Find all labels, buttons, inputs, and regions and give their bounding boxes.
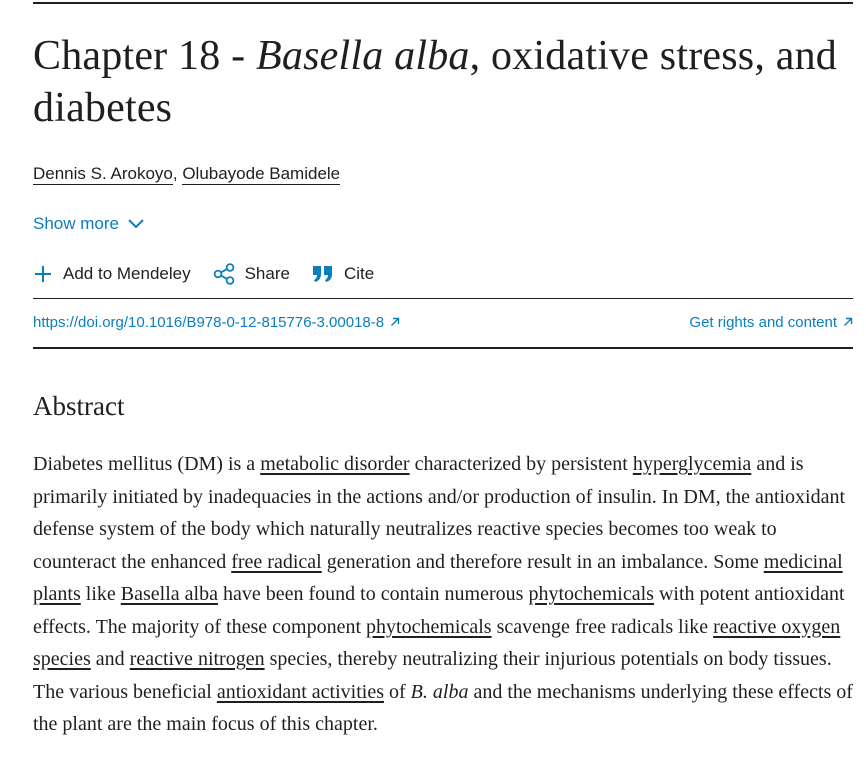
author-link-bamidele[interactable]: Olubayode Bamidele [182, 164, 341, 183]
rights-text: Get rights and content [689, 314, 837, 331]
share-button[interactable] [213, 262, 290, 286]
share-label: Share [244, 264, 290, 283]
link-basella-alba[interactable]: Basella alba [120, 583, 218, 605]
abstract-text-segment: and [90, 648, 130, 670]
author-separator: , [172, 164, 183, 183]
chapter-title [33, 30, 853, 134]
link-phytochemicals[interactable]: phytochemicals [528, 583, 654, 605]
abstract-text-segment: species, thereby neutralizing their injurious potentials on body tissues. The various beneficial [33, 648, 832, 703]
abstract-text-segment: scavenge free radicals like [491, 615, 714, 638]
link-free-radical[interactable]: free radical [231, 550, 322, 573]
plus-icon [33, 264, 53, 284]
link-reactive-nitrogen[interactable]: reactive nitrogen [129, 648, 265, 670]
cite-label: Cite [343, 264, 375, 283]
species-abbreviation: B. alba [410, 680, 469, 703]
doi-text: https://doi.org/10.1016/B978-0-12-815776-3.00018-8 [33, 314, 385, 331]
chevron-down-icon [127, 218, 145, 230]
doi-bottom-divider [33, 347, 853, 349]
share-icon [213, 263, 235, 285]
cite-button[interactable] [312, 262, 374, 286]
doi-top-divider [33, 298, 853, 299]
action-bar [33, 262, 396, 286]
show-more-button[interactable] [33, 212, 145, 236]
abstract-text-segment: and the mechanisms underlying these effects of the plant are the main focus of this chapter. [33, 680, 853, 735]
title-species: Basella alba [256, 33, 470, 79]
link-reactive-oxygen-species[interactable]: reactive oxygen species [33, 615, 841, 670]
doi-link[interactable] [33, 312, 400, 334]
link-phytochemicals-2[interactable]: phytochemicals [366, 615, 492, 638]
mendeley-label: Add to Mendeley [63, 264, 191, 283]
top-divider [33, 2, 853, 4]
author-link-arokoyo[interactable]: Dennis S. Arokoyo [33, 164, 173, 183]
abstract-text-segment: have been found to contain numerous [217, 583, 529, 605]
abstract-text [33, 448, 861, 741]
abstract-text-segment: with potent antioxidant effects. The majority of these component [33, 583, 845, 638]
add-to-mendeley-button[interactable] [33, 262, 191, 286]
author-list [33, 162, 340, 186]
abstract-text-segment: of [384, 680, 411, 703]
abstract-text-segment: like [80, 583, 121, 605]
show-more-label: Show more [33, 214, 119, 233]
abstract-text-segment: and is primarily initiated by inadequacies in the actions and/or production of insulin. In DM, the antioxidant defense system of the body which naturally neutralizes reactive species becomes too weak to counteract the enhanced [33, 453, 846, 573]
link-hyperglycemia[interactable]: hyperglycemia [632, 453, 752, 475]
abstract-text-segment: characterized by persistent [409, 453, 633, 475]
quote-icon [312, 265, 334, 283]
link-metabolic-disorder[interactable]: metabolic disorder [260, 453, 410, 475]
link-medicinal-plants[interactable]: medicinal plants [33, 550, 843, 605]
abstract-heading: Abstract [33, 391, 125, 421]
abstract-text-segment: Diabetes mellitus (DM) is a [33, 453, 261, 475]
get-rights-link[interactable] [689, 312, 853, 334]
abstract-text-segment: generation and therefore result in an imbalance. Some [321, 550, 764, 573]
title-suffix: , oxidative stress, and diabetes [33, 33, 837, 131]
link-antioxidant-activities[interactable]: antioxidant activities [216, 680, 384, 703]
doi-row [33, 312, 853, 334]
external-link-arrow-icon [843, 312, 853, 334]
title-prefix: Chapter 18 - [33, 33, 257, 79]
external-link-arrow-icon [390, 312, 400, 334]
